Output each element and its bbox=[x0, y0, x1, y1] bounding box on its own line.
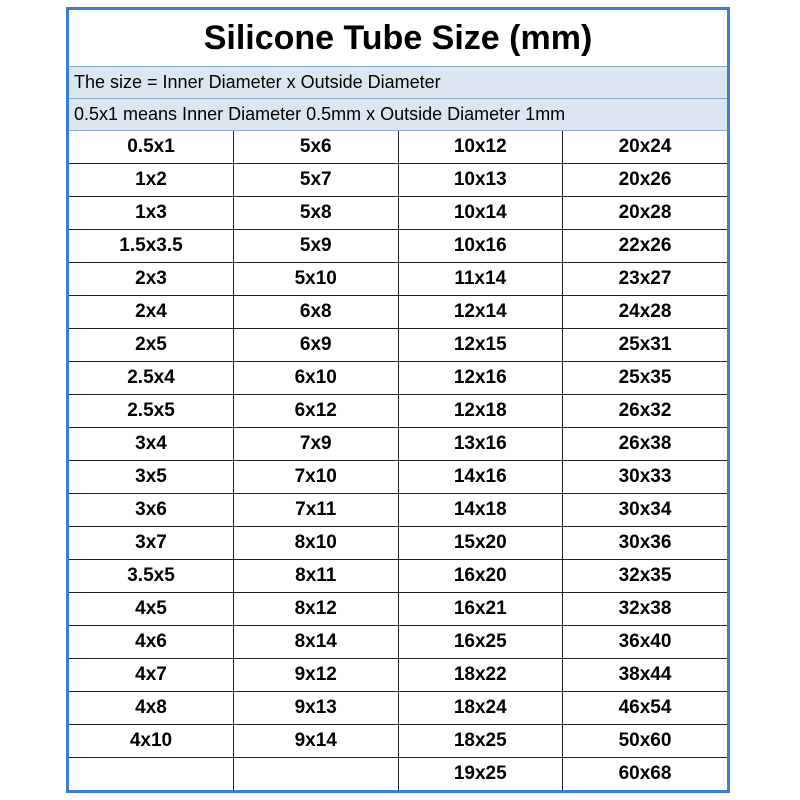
size-cell: 11x14 bbox=[398, 263, 563, 296]
size-cell: 6x12 bbox=[234, 395, 399, 428]
size-cell: 3x4 bbox=[69, 428, 234, 461]
size-cell: 5x7 bbox=[234, 164, 399, 197]
size-cell: 3x6 bbox=[69, 494, 234, 527]
size-cell: 1.5x3.5 bbox=[69, 230, 234, 263]
table-row bbox=[69, 626, 727, 659]
size-cell: 12x15 bbox=[398, 329, 563, 362]
size-cell: 4x10 bbox=[69, 725, 234, 758]
table-row bbox=[69, 164, 727, 197]
size-cell: 10x16 bbox=[398, 230, 563, 263]
size-cell: 19x25 bbox=[398, 758, 563, 791]
size-cell: 6x9 bbox=[234, 329, 399, 362]
size-cell: 9x14 bbox=[234, 725, 399, 758]
size-cell: 4x5 bbox=[69, 593, 234, 626]
size-cell: 10x14 bbox=[398, 197, 563, 230]
size-cell: 14x16 bbox=[398, 461, 563, 494]
size-cell: 12x18 bbox=[398, 395, 563, 428]
table-row bbox=[69, 593, 727, 626]
size-definition-note: The size = Inner Diameter x Outside Diameter bbox=[69, 67, 727, 99]
table-row bbox=[69, 230, 727, 263]
size-cell: 12x14 bbox=[398, 296, 563, 329]
size-cell: 60x68 bbox=[618, 763, 672, 784]
size-example-note: 0.5x1 means Inner Diameter 0.5mm x Outside Diameter 1mm bbox=[69, 99, 727, 131]
size-cell: 7x11 bbox=[234, 494, 399, 527]
table-row bbox=[69, 263, 727, 296]
size-cell: 2x3 bbox=[69, 263, 234, 296]
size-cell: 20x28 bbox=[563, 197, 728, 230]
size-cell: 32x38 bbox=[563, 593, 728, 626]
size-cell: 20x24 bbox=[563, 131, 728, 164]
size-cell: 25x31 bbox=[563, 329, 728, 362]
size-cell: 5x8 bbox=[234, 197, 399, 230]
size-cell: 22x26 bbox=[563, 230, 728, 263]
size-cell: 36x40 bbox=[563, 626, 728, 659]
size-cell: 25x35 bbox=[563, 362, 728, 395]
size-cell: 1x3 bbox=[69, 197, 234, 230]
size-cell: 2.5x5 bbox=[69, 395, 234, 428]
chart-title: Silicone Tube Size (mm) bbox=[69, 10, 727, 67]
size-cell: 2x4 bbox=[69, 296, 234, 329]
size-cell: 46x54 bbox=[563, 692, 728, 725]
size-cell: 8x10 bbox=[234, 527, 399, 560]
size-cell: 20x26 bbox=[563, 164, 728, 197]
size-cell: 5x9 bbox=[234, 230, 399, 263]
table-row bbox=[69, 692, 727, 725]
size-cell: 12x16 bbox=[398, 362, 563, 395]
size-cell: 38x44 bbox=[563, 659, 728, 692]
size-cell: 3.5x5 bbox=[69, 560, 234, 593]
size-cell: 2.5x4 bbox=[69, 362, 234, 395]
size-cell: 10x13 bbox=[398, 164, 563, 197]
size-cell: 10x12 bbox=[398, 131, 563, 164]
size-cell: 6x8 bbox=[234, 296, 399, 329]
size-cell: 1x2 bbox=[69, 164, 234, 197]
size-cell: 16x20 bbox=[398, 560, 563, 593]
size-cell: 4x8 bbox=[69, 692, 234, 725]
size-cell: 8x11 bbox=[234, 560, 399, 593]
size-cell: 26x38 bbox=[563, 428, 728, 461]
table-row bbox=[69, 362, 727, 395]
size-cell: 8x14 bbox=[234, 626, 399, 659]
size-cell bbox=[234, 758, 399, 791]
size-cell: 2x5 bbox=[69, 329, 234, 362]
size-cell: 9x12 bbox=[234, 659, 399, 692]
table-row bbox=[69, 329, 727, 362]
size-cell: 3x7 bbox=[69, 527, 234, 560]
size-cell: 6x10 bbox=[234, 362, 399, 395]
table-row bbox=[69, 296, 727, 329]
table-row bbox=[69, 659, 727, 692]
size-cell: 16x21 bbox=[398, 593, 563, 626]
size-cell: 32x35 bbox=[563, 560, 728, 593]
size-cell: 14x18 bbox=[398, 494, 563, 527]
size-cell: 18x24 bbox=[398, 692, 563, 725]
size-cell: 3x5 bbox=[69, 461, 234, 494]
table-row bbox=[69, 197, 727, 230]
size-cell: 18x22 bbox=[398, 659, 563, 692]
size-cell bbox=[69, 758, 234, 791]
size-table bbox=[69, 131, 727, 790]
table-row bbox=[69, 428, 727, 461]
size-cell: 5x6 bbox=[234, 131, 399, 164]
size-cell: 30x33 bbox=[563, 461, 728, 494]
size-cell: 5x10 bbox=[234, 263, 399, 296]
size-cell: 15x20 bbox=[398, 527, 563, 560]
size-cell: 7x10 bbox=[234, 461, 399, 494]
size-cell: 13x16 bbox=[398, 428, 563, 461]
size-cell: 18x25 bbox=[398, 725, 563, 758]
size-cell: 0.5x1 bbox=[69, 131, 234, 164]
size-cell: 4x7 bbox=[69, 659, 234, 692]
size-cell: 30x36 bbox=[563, 527, 728, 560]
table-row bbox=[69, 560, 727, 593]
table-row bbox=[69, 461, 727, 494]
table-row bbox=[69, 131, 727, 164]
table-row bbox=[69, 395, 727, 428]
size-cell: 8x12 bbox=[234, 593, 399, 626]
size-cell: 30x34 bbox=[563, 494, 728, 527]
table-row bbox=[69, 527, 727, 560]
size-cell: 4x6 bbox=[69, 626, 234, 659]
size-chart bbox=[66, 7, 730, 793]
table-row bbox=[69, 494, 727, 527]
size-cell: 9x13 bbox=[234, 692, 399, 725]
table-row bbox=[69, 758, 727, 791]
size-cell: 16x25 bbox=[398, 626, 563, 659]
size-cell: 26x32 bbox=[563, 395, 728, 428]
table-row bbox=[69, 725, 727, 758]
size-cell: 50x60 bbox=[563, 725, 728, 758]
size-cell: 7x9 bbox=[234, 428, 399, 461]
size-cell: 23x27 bbox=[563, 263, 728, 296]
size-cell: 24x28 bbox=[563, 296, 728, 329]
